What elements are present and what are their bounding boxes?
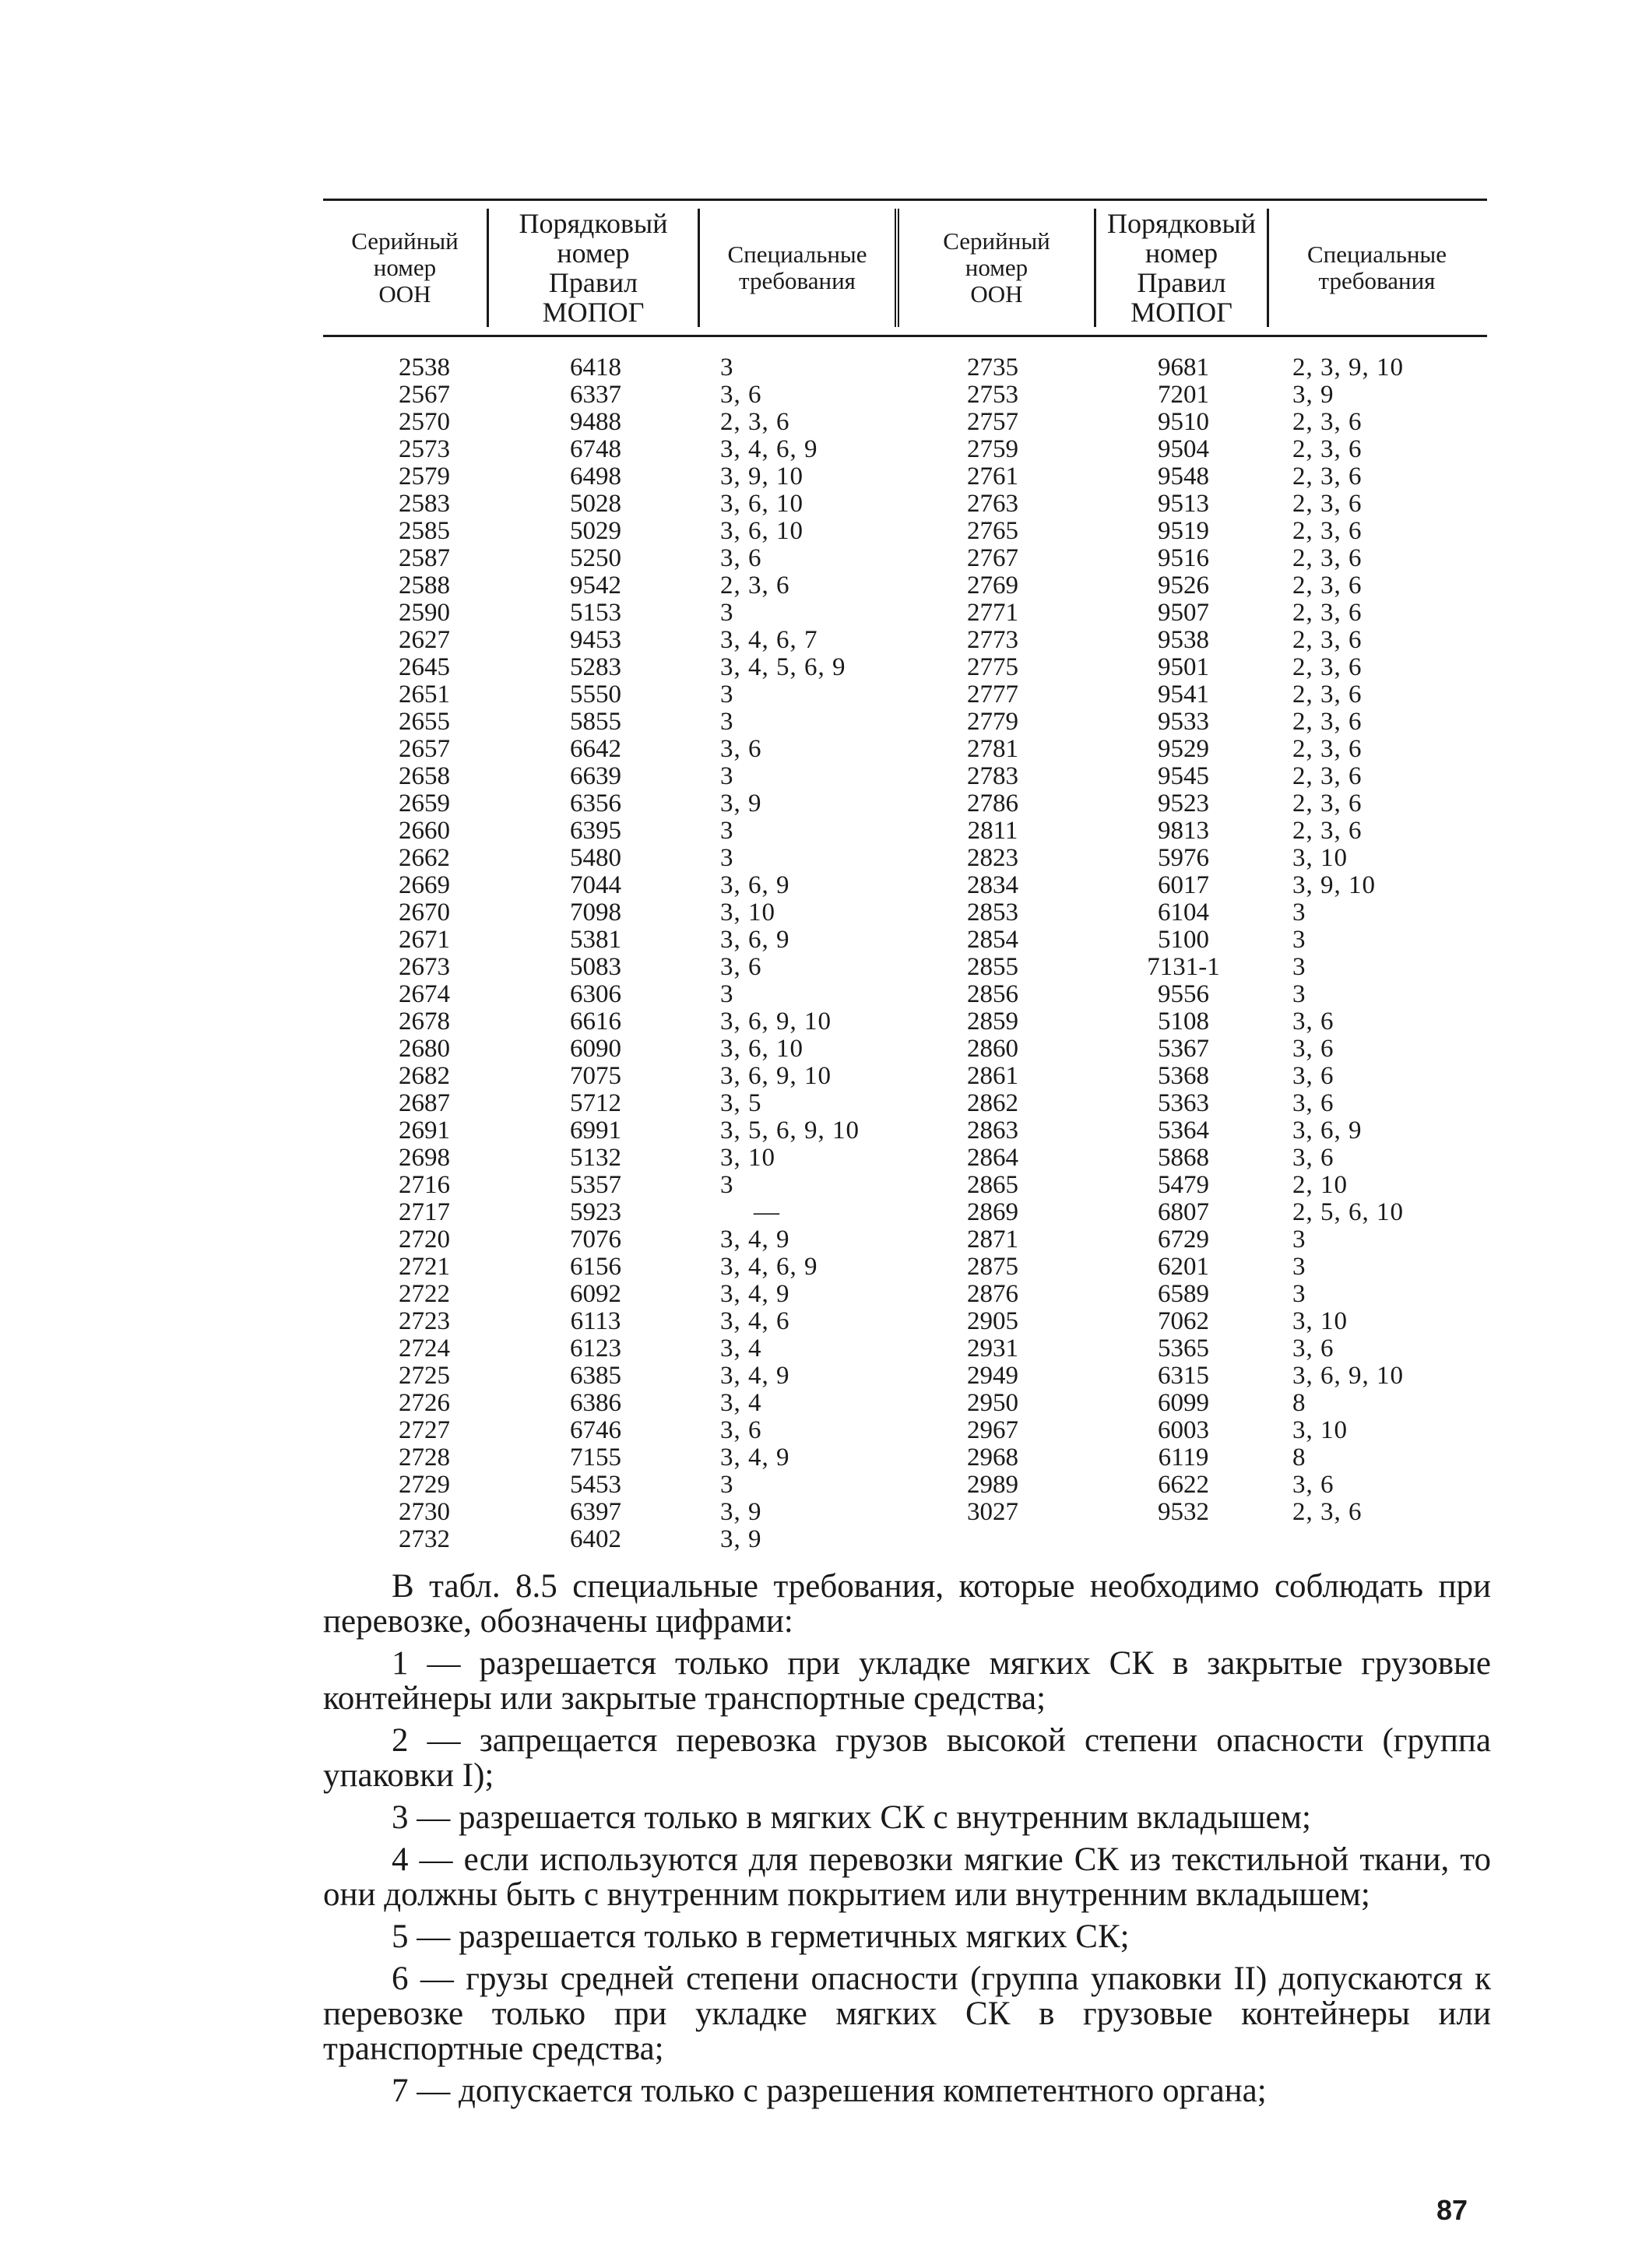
- cell-order-right: 9548: [1158, 462, 1209, 491]
- cell-special-left: 3: [720, 1471, 734, 1499]
- cell-serial-left: 2671: [399, 926, 450, 954]
- cell-order-left: 6090: [570, 1035, 621, 1063]
- requirement-1: 1 — разрешается только при укладке мягких СК в закрытые грузовые контейнеры или закрытые транспортные средства;: [323, 1645, 1491, 1717]
- cell-serial-right: 2757: [967, 408, 1018, 436]
- cell-serial-left: 2726: [399, 1389, 450, 1417]
- header-order-right: Порядковый номер Правил МОПОГ: [1094, 209, 1267, 327]
- cell-special-right: 3, 6, 9: [1292, 1116, 1363, 1145]
- requirement-4: 4 — если используются для перевозки мягкие СК из текстильной ткани, то они должны быть с внутренним покрытием или внутренним вкладышем;: [323, 1841, 1491, 1913]
- cell-special-right: 3, 10: [1292, 1416, 1348, 1444]
- cell-special-right: 3, 6: [1292, 1471, 1334, 1499]
- cell-special-left: 3: [720, 762, 734, 790]
- header-serial-right: Серийный номер ООН: [895, 209, 1094, 327]
- cell-special-right: 3: [1292, 1225, 1306, 1254]
- cell-special-right: 2, 3, 6: [1292, 626, 1363, 654]
- cell-order-right: 9538: [1158, 626, 1209, 654]
- cell-order-right: 5976: [1158, 844, 1209, 872]
- cell-order-left: 6746: [570, 1416, 621, 1444]
- cell-special-right: 3, 6: [1292, 1144, 1334, 1172]
- cell-serial-right: 2811: [967, 817, 1018, 845]
- cell-serial-left: 2723: [399, 1307, 450, 1335]
- cell-special-right: 2, 3, 6: [1292, 408, 1363, 436]
- cell-special-right: 2, 3, 9, 10: [1292, 353, 1404, 382]
- requirement-5: 5 — разрешается только в герметичных мягких СК;: [392, 1918, 1130, 1955]
- cell-order-left: 7076: [570, 1225, 621, 1254]
- cell-serial-left: 2655: [399, 708, 450, 736]
- cell-order-left: 5480: [570, 844, 621, 872]
- cell-serial-right: 2761: [967, 462, 1018, 491]
- cell-special-right: 3, 6: [1292, 1062, 1334, 1090]
- cell-serial-left: 2567: [399, 381, 450, 409]
- cell-special-left: 3, 6, 9: [720, 871, 790, 899]
- cell-serial-left: 2673: [399, 953, 450, 981]
- cell-serial-right: 2905: [967, 1307, 1018, 1335]
- cell-special-right: 3, 10: [1292, 1307, 1348, 1335]
- cell-order-left: 7155: [570, 1443, 621, 1472]
- cell-special-right: 3, 10: [1292, 844, 1348, 872]
- cell-order-right: 6003: [1158, 1416, 1209, 1444]
- cell-serial-right: 2781: [967, 735, 1018, 763]
- cell-special-left: 3: [720, 353, 734, 382]
- cell-special-right: 2, 3, 6: [1292, 653, 1363, 681]
- cell-serial-left: 2651: [399, 680, 450, 709]
- cell-special-left: 3, 4, 5, 6, 9: [720, 653, 846, 681]
- cell-order-left: 6356: [570, 789, 621, 818]
- cell-serial-left: 2717: [399, 1198, 450, 1226]
- cell-special-right: 2, 3, 6: [1292, 817, 1363, 845]
- cell-serial-left: 2588: [399, 571, 450, 600]
- cell-serial-left: 2716: [399, 1171, 450, 1199]
- cell-order-right: 7062: [1158, 1307, 1209, 1335]
- cell-order-right: 6729: [1158, 1225, 1209, 1254]
- cell-special-right: 2, 3, 6: [1292, 680, 1363, 709]
- cell-special-left: 3: [720, 980, 734, 1008]
- cell-order-left: 6156: [570, 1253, 621, 1281]
- cell-serial-right: 2834: [967, 871, 1018, 899]
- cell-serial-left: 2720: [399, 1225, 450, 1254]
- cell-serial-right: 2869: [967, 1198, 1018, 1226]
- cell-order-left: 6306: [570, 980, 621, 1008]
- cell-serial-left: 2691: [399, 1116, 450, 1145]
- cell-order-right: 9504: [1158, 435, 1209, 463]
- cell-special-right: 2, 10: [1292, 1171, 1348, 1199]
- cell-special-right: 2, 3, 6: [1292, 435, 1363, 463]
- cell-serial-left: 2579: [399, 462, 450, 491]
- cell-special-right: 3, 6: [1292, 1089, 1334, 1117]
- cell-order-left: 5153: [570, 599, 621, 627]
- cell-order-left: 9542: [570, 571, 621, 600]
- cell-serial-left: 2627: [399, 626, 450, 654]
- cell-special-right: 2, 3, 6: [1292, 544, 1363, 572]
- cell-special-right: 3: [1292, 953, 1306, 981]
- cell-special-left: 3, 6, 10: [720, 1035, 803, 1063]
- cell-special-right: 2, 3, 6: [1292, 490, 1363, 518]
- page-number: 87: [1436, 2194, 1468, 2226]
- cell-serial-right: 2865: [967, 1171, 1018, 1199]
- cell-special-right: 2, 3, 6: [1292, 708, 1363, 736]
- cell-special-right: 3: [1292, 926, 1306, 954]
- cell-serial-right: 2949: [967, 1362, 1018, 1390]
- cell-serial-right: 2759: [967, 435, 1018, 463]
- cell-order-right: 6201: [1158, 1253, 1209, 1281]
- requirements-table: [323, 199, 1487, 1688]
- cell-order-right: 6622: [1158, 1471, 1209, 1499]
- cell-order-left: 5283: [570, 653, 621, 681]
- cell-special-left: 3, 4, 6, 9: [720, 1253, 818, 1281]
- cell-order-right: 6807: [1158, 1198, 1209, 1226]
- cell-serial-left: 2670: [399, 898, 450, 927]
- header-serial-left: Серийный номер ООН: [351, 227, 459, 308]
- cell-order-left: 6123: [570, 1334, 621, 1363]
- requirement-2: 2 — запрещается перевозка грузов высокой степени опасности (группа упаковки I);: [323, 1722, 1491, 1794]
- cell-order-right: 7131-1: [1147, 953, 1220, 981]
- cell-order-left: 6642: [570, 735, 621, 763]
- cell-order-right: 9526: [1158, 571, 1209, 600]
- cell-order-right: 5108: [1158, 1007, 1209, 1036]
- cell-order-left: 5923: [570, 1198, 621, 1226]
- cell-order-right: 5364: [1158, 1116, 1209, 1145]
- cell-order-right: 9519: [1158, 517, 1209, 545]
- cell-serial-left: 2573: [399, 435, 450, 463]
- cell-serial-right: 2771: [967, 599, 1018, 627]
- cell-serial-right: 2735: [967, 353, 1018, 382]
- cell-serial-left: 2590: [399, 599, 450, 627]
- cell-serial-right: 2859: [967, 1007, 1018, 1036]
- cell-order-left: 5250: [570, 544, 621, 572]
- cell-serial-left: 2658: [399, 762, 450, 790]
- cell-special-left: 3, 4, 9: [720, 1443, 790, 1472]
- cell-special-right: 3, 6: [1292, 1035, 1334, 1063]
- cell-special-left: 3, 10: [720, 898, 775, 927]
- requirement-6: 6 — грузы средней степени опасности (группа упаковки II) допускаются к перевозке только при укладке мягких СК в грузовые контейнеры или транспортные средства;: [323, 1960, 1491, 2067]
- cell-special-left: 3, 4, 9: [720, 1362, 790, 1390]
- cell-serial-left: 2645: [399, 653, 450, 681]
- cell-serial-left: 2722: [399, 1280, 450, 1308]
- table-header: [323, 201, 1487, 335]
- cell-special-left: 3: [720, 680, 734, 709]
- cell-serial-right: 2854: [967, 926, 1018, 954]
- cell-order-left: 6113: [570, 1307, 621, 1335]
- cell-order-right: 7201: [1158, 381, 1209, 409]
- cell-order-left: 5381: [570, 926, 621, 954]
- cell-serial-right: 2861: [967, 1062, 1018, 1090]
- cell-special-right: 2, 3, 6: [1292, 735, 1363, 763]
- cell-serial-right: 2968: [967, 1443, 1018, 1472]
- cell-serial-left: 2680: [399, 1035, 450, 1063]
- cell-serial-left: 2583: [399, 490, 450, 518]
- cell-order-left: 5083: [570, 953, 621, 981]
- cell-serial-left: 2728: [399, 1443, 450, 1472]
- header-order-left: Порядковый номер Правил МОПОГ: [487, 209, 698, 327]
- cell-special-right: 3: [1292, 898, 1306, 927]
- intro-paragraph: В табл. 8.5 специальные требования, которые необходимо соблюдать при перевозке, обозначены цифрами:: [323, 1568, 1491, 1640]
- cell-order-right: 6099: [1158, 1389, 1209, 1417]
- cell-order-left: 6639: [570, 762, 621, 790]
- cell-serial-right: 2967: [967, 1416, 1018, 1444]
- cell-serial-right: 2777: [967, 680, 1018, 709]
- cell-special-right: 2, 3, 6: [1292, 571, 1363, 600]
- cell-order-left: 6385: [570, 1362, 621, 1390]
- cell-serial-left: 2727: [399, 1416, 450, 1444]
- cell-serial-right: 2860: [967, 1035, 1018, 1063]
- cell-order-left: 9488: [570, 408, 621, 436]
- cell-special-right: 3, 9: [1292, 381, 1334, 409]
- cell-order-left: 6337: [570, 381, 621, 409]
- cell-serial-right: 2950: [967, 1389, 1018, 1417]
- cell-order-left: 9453: [570, 626, 621, 654]
- cell-order-right: 9541: [1158, 680, 1209, 709]
- cell-special-left: 3, 9: [720, 1498, 762, 1526]
- cell-order-left: 7098: [570, 898, 621, 927]
- cell-serial-left: 2725: [399, 1362, 450, 1390]
- cell-special-left: 3, 9: [720, 789, 762, 818]
- cell-order-left: 6418: [570, 353, 621, 382]
- cell-order-right: 9813: [1158, 817, 1209, 845]
- cell-serial-left: 2657: [399, 735, 450, 763]
- cell-serial-right: 2863: [967, 1116, 1018, 1145]
- cell-special-left: 3: [720, 599, 734, 627]
- cell-order-left: 5712: [570, 1089, 621, 1117]
- cell-dash: —: [754, 1198, 780, 1226]
- cell-special-right: 3: [1292, 980, 1306, 1008]
- column-order-left: [518, 354, 673, 1553]
- cell-serial-right: 3027: [967, 1498, 1018, 1526]
- cell-special-right: 2, 3, 6: [1292, 762, 1363, 790]
- cell-serial-left: 2674: [399, 980, 450, 1008]
- column-special-right: [1292, 354, 1495, 1526]
- cell-order-right: 5868: [1158, 1144, 1209, 1172]
- cell-order-left: 6397: [570, 1498, 621, 1526]
- cell-special-left: 3, 4, 6: [720, 1307, 790, 1335]
- cell-order-right: 5100: [1158, 926, 1209, 954]
- cell-special-left: 3, 6, 9, 10: [720, 1007, 832, 1036]
- cell-special-left: 3, 6, 10: [720, 517, 803, 545]
- cell-order-right: 9556: [1158, 980, 1209, 1008]
- cell-order-right: 6315: [1158, 1362, 1209, 1390]
- column-order-right: [1106, 354, 1261, 1526]
- cell-order-right: 9516: [1158, 544, 1209, 572]
- cell-serial-left: 2660: [399, 817, 450, 845]
- cell-special-left: 3, 4: [720, 1334, 762, 1363]
- cell-order-left: 7075: [570, 1062, 621, 1090]
- cell-special-left: 2, 3, 6: [720, 408, 790, 436]
- cell-serial-left: 2724: [399, 1334, 450, 1363]
- cell-order-left: 5357: [570, 1171, 621, 1199]
- cell-special-left: 3, 9: [720, 1525, 762, 1553]
- cell-special-left: 3, 6: [720, 381, 762, 409]
- cell-special-left: 2, 3, 6: [720, 571, 790, 600]
- cell-special-right: 3, 6, 9, 10: [1292, 1362, 1404, 1390]
- cell-special-right: 2, 3, 6: [1292, 789, 1363, 818]
- column-serial-right: [915, 354, 1071, 1526]
- cell-order-left: 5028: [570, 490, 621, 518]
- cell-serial-right: 2773: [967, 626, 1018, 654]
- cell-serial-left: 2687: [399, 1089, 450, 1117]
- cell-order-right: 9533: [1158, 708, 1209, 736]
- cell-order-right: 5479: [1158, 1171, 1209, 1199]
- cell-order-right: 9513: [1158, 490, 1209, 518]
- cell-order-left: 7044: [570, 871, 621, 899]
- cell-serial-left: 2662: [399, 844, 450, 872]
- cell-order-left: 6395: [570, 817, 621, 845]
- cell-serial-right: 2856: [967, 980, 1018, 1008]
- cell-order-right: 9510: [1158, 408, 1209, 436]
- cell-serial-left: 2682: [399, 1062, 450, 1090]
- header-special-right: Специальные требования: [1267, 209, 1485, 327]
- cell-special-right: 8: [1292, 1443, 1306, 1472]
- cell-order-right: 9501: [1158, 653, 1209, 681]
- cell-serial-right: 2753: [967, 381, 1018, 409]
- cell-special-right: 2, 3, 6: [1292, 1498, 1363, 1526]
- cell-serial-left: 2730: [399, 1498, 450, 1526]
- cell-special-left: 3, 10: [720, 1144, 775, 1172]
- cell-special-right: 2, 3, 6: [1292, 599, 1363, 627]
- cell-serial-left: 2587: [399, 544, 450, 572]
- cell-order-right: 9523: [1158, 789, 1209, 818]
- cell-order-left: 6991: [570, 1116, 621, 1145]
- cell-order-right: 9681: [1158, 353, 1209, 382]
- cell-order-right: 6589: [1158, 1280, 1209, 1308]
- cell-serial-right: 2989: [967, 1471, 1018, 1499]
- cell-special-left: 3, 6, 9, 10: [720, 1062, 832, 1090]
- cell-order-left: 5029: [570, 517, 621, 545]
- cell-special-left: 3, 4: [720, 1389, 762, 1417]
- cell-serial-right: 2786: [967, 789, 1018, 818]
- cell-serial-right: 2875: [967, 1253, 1018, 1281]
- cell-serial-right: 2862: [967, 1089, 1018, 1117]
- cell-order-right: 9529: [1158, 735, 1209, 763]
- cell-order-right: 5367: [1158, 1035, 1209, 1063]
- cell-order-left: 5132: [570, 1144, 621, 1172]
- cell-special-left: 3, 4, 9: [720, 1280, 790, 1308]
- cell-special-left: 3, 6, 10: [720, 490, 803, 518]
- cell-order-left: 6748: [570, 435, 621, 463]
- cell-serial-right: 2765: [967, 517, 1018, 545]
- cell-order-left: 6498: [570, 462, 621, 491]
- cell-serial-left: 2669: [399, 871, 450, 899]
- requirement-7: 7 — допускается только с разрешения компетентного органа;: [392, 2073, 1267, 2109]
- cell-special-right: 2, 3, 6: [1292, 462, 1363, 491]
- cell-order-right: 6104: [1158, 898, 1209, 927]
- cell-serial-left: 2585: [399, 517, 450, 545]
- cell-serial-left: 2721: [399, 1253, 450, 1281]
- requirement-3: 3 — разрешается только в мягких СК с внутренним вкладышем;: [392, 1799, 1311, 1836]
- cell-special-left: 3, 9, 10: [720, 462, 803, 491]
- cell-serial-right: 2763: [967, 490, 1018, 518]
- cell-order-right: 9507: [1158, 599, 1209, 627]
- cell-special-left: 3: [720, 817, 734, 845]
- cell-special-left: 3, 4, 9: [720, 1225, 790, 1254]
- cell-serial-left: 2732: [399, 1525, 450, 1553]
- header-special-left: Специальные требования: [698, 209, 895, 327]
- column-serial-left: [362, 354, 487, 1553]
- cell-serial-right: 2876: [967, 1280, 1018, 1308]
- cell-order-right: 5365: [1158, 1334, 1209, 1363]
- cell-special-left: 3: [720, 1171, 734, 1199]
- cell-special-left: 3, 5, 6, 9, 10: [720, 1116, 860, 1145]
- cell-order-left: 5855: [570, 708, 621, 736]
- cell-special-right: 3, 6: [1292, 1007, 1334, 1036]
- cell-serial-right: 2779: [967, 708, 1018, 736]
- cell-serial-right: 2823: [967, 844, 1018, 872]
- cell-special-right: 8: [1292, 1389, 1306, 1417]
- column-special-left: [720, 354, 899, 1553]
- cell-order-left: 6092: [570, 1280, 621, 1308]
- cell-special-right: 3: [1292, 1253, 1306, 1281]
- cell-serial-left: 2570: [399, 408, 450, 436]
- cell-serial-left: 2659: [399, 789, 450, 818]
- cell-order-left: 6616: [570, 1007, 621, 1036]
- cell-order-left: 5550: [570, 680, 621, 709]
- cell-special-left: [720, 1199, 899, 1226]
- cell-order-right: 5368: [1158, 1062, 1209, 1090]
- cell-special-right: 2, 3, 6: [1292, 517, 1363, 545]
- cell-order-right: 5363: [1158, 1089, 1209, 1117]
- cell-serial-right: 2769: [967, 571, 1018, 600]
- cell-special-left: 3: [720, 708, 734, 736]
- cell-special-left: 3, 6: [720, 735, 762, 763]
- cell-order-left: 5453: [570, 1471, 621, 1499]
- table-body: [323, 337, 1487, 1688]
- cell-special-left: 3: [720, 844, 734, 872]
- cell-special-left: 3, 4, 6, 7: [720, 626, 818, 654]
- cell-order-right: 6119: [1158, 1443, 1209, 1472]
- cell-order-right: 9532: [1158, 1498, 1209, 1526]
- cell-order-left: 6402: [570, 1525, 621, 1553]
- cell-special-right: 3: [1292, 1280, 1306, 1308]
- cell-serial-left: 2678: [399, 1007, 450, 1036]
- cell-order-right: 9545: [1158, 762, 1209, 790]
- cell-special-right: 3, 9, 10: [1292, 871, 1376, 899]
- cell-serial-left: 2698: [399, 1144, 450, 1172]
- cell-special-left: 3, 6: [720, 1416, 762, 1444]
- cell-serial-right: 2783: [967, 762, 1018, 790]
- cell-serial-right: 2855: [967, 953, 1018, 981]
- cell-special-left: 3, 5: [720, 1089, 762, 1117]
- cell-order-left: 6386: [570, 1389, 621, 1417]
- cell-special-left: 3, 6, 9: [720, 926, 790, 954]
- cell-serial-right: 2853: [967, 898, 1018, 927]
- cell-serial-right: 2871: [967, 1225, 1018, 1254]
- body-text: [323, 1569, 1491, 2115]
- cell-special-right: 3, 6: [1292, 1334, 1334, 1363]
- cell-special-left: 3, 6: [720, 953, 762, 981]
- cell-order-right: 6017: [1158, 871, 1209, 899]
- cell-special-left: 3, 4, 6, 9: [720, 435, 818, 463]
- cell-special-left: 3, 6: [720, 544, 762, 572]
- cell-serial-right: 2864: [967, 1144, 1018, 1172]
- cell-serial-right: 2767: [967, 544, 1018, 572]
- cell-serial-left: 2538: [399, 353, 450, 382]
- cell-serial-left: 2729: [399, 1471, 450, 1499]
- cell-serial-right: 2931: [967, 1334, 1018, 1363]
- cell-special-right: 2, 5, 6, 10: [1292, 1198, 1404, 1226]
- cell-serial-right: 2775: [967, 653, 1018, 681]
